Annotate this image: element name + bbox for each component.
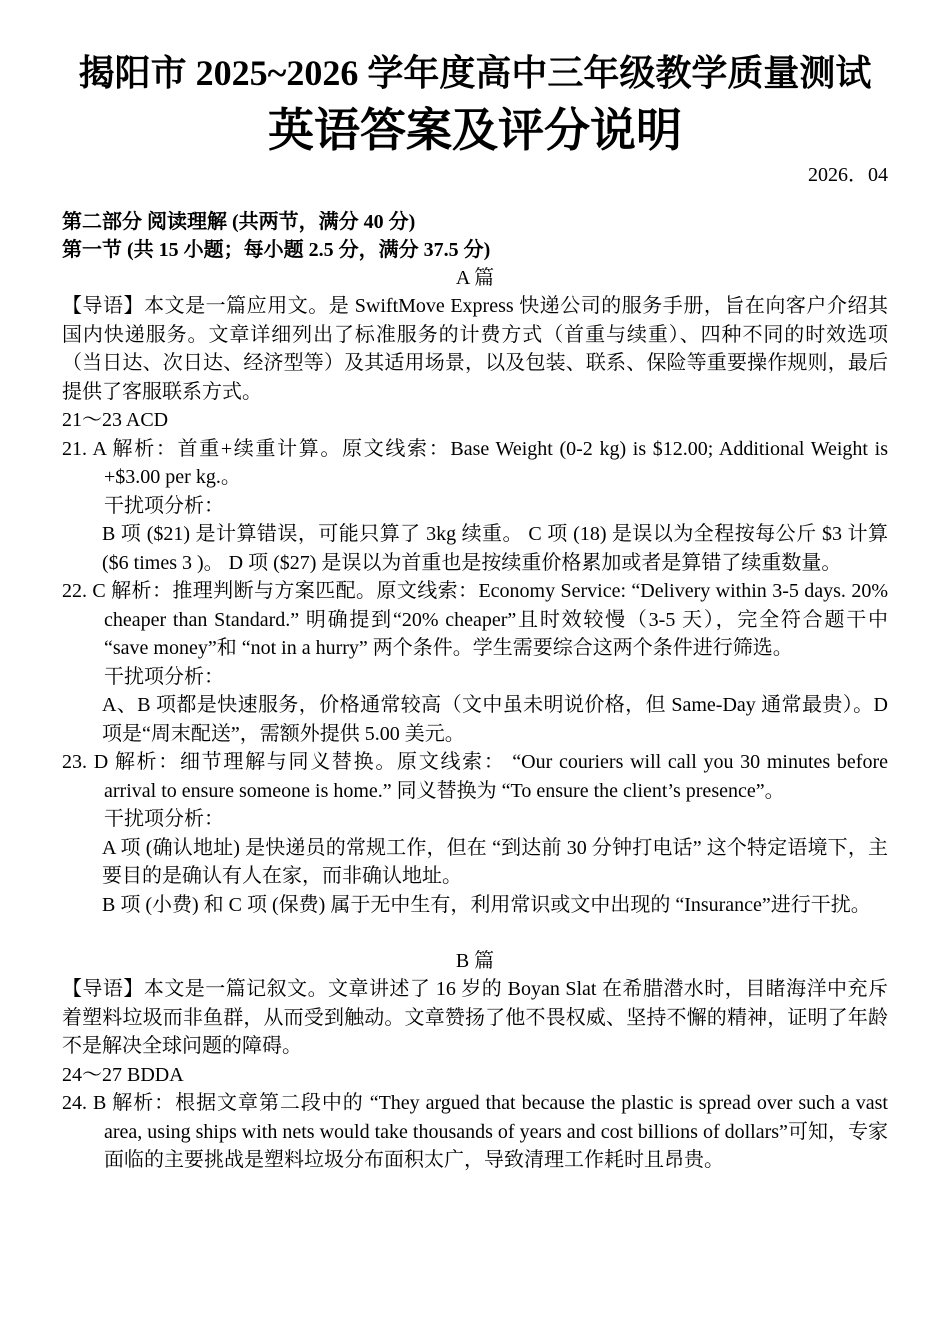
question-23-distractor-label: 干扰项分析： [104,808,224,830]
question-24-explanation: 24. B 解析：根据文章第二段中的 “They argued that because the plastic is spread over such a vast area, using ships with nets would take thousands of years and cost billions of dollars”可知，专家面临的主要挑战是塑料垃圾分布面积太广，导致清理工作耗时且昂贵。 [62,1092,888,1171]
answer-document [62,50,888,1175]
passage-a-intro: 【导语】本文是一篇应用文。是 SwiftMove Express 快递公司的服务手册，旨在向客户介绍其国内快递服务。文章详细列出了标准服务的计费方式（首重与续重）、四种不同的时效选项（当日达、次日达、经济型等）及其适用场景，以及包装、联系、保险等重要操作规则，最后提供了客服联系方式。 [62,295,888,403]
passage-a-answers: 21～23 ACD [62,409,169,431]
question-21-distractor-analysis: B 项 ($21) 是计算错误，可能只算了 3kg 续重。 C 项 (18) 是误以为全程按每公斤 $3 计算 ($6 times 3 )。 D 项 ($27) 是误以为首重也是按续重价格累加或者是算错了续重数量。 [102,523,888,574]
subsection-heading: 第一节 (共 15 小题；每小题 2.5 分，满分 37.5 分) [62,239,491,261]
document-subtitle: 英语答案及评分说明 [268,105,682,156]
part-heading: 第二部分 阅读理解 (共两节，满分 40 分) [62,211,416,233]
question-22-distractor-label: 干扰项分析： [104,665,224,688]
passage-b-intro: 【导语】本文是一篇记叙文。文章讲述了 16 岁的 Boyan Slat 在希腊潜水时，目睹海洋中充斥着塑料垃圾而非鱼群，从而受到触动。文章赞扬了他不畏权威、坚持不懈的精神，证明了年龄不是解决全球问题的障碍。 [62,978,888,1057]
section-spacer [62,919,888,947]
question-23-distractor-bc: B 项 (小费) 和 C 项 (保费) 属于无中生有，利用常识或文中出现的 “Insurance”进行干扰。 [102,893,871,916]
passage-b-label: B 篇 [455,950,495,972]
question-21-explanation: 21. A 解析：首重+续重计算。原文线索：Base Weight (0-2 kg) is $12.00; Additional Weight is +$3.00 per kg.。 [62,437,888,488]
question-22-distractor-analysis: A、B 项都是快速服务，价格通常较高（文中虽未明说价格，但 Same-Day 通常最贵）。D 项是“周末配送”，需额外提供 5.00 美元。 [102,694,888,745]
question-23-explanation: 23. D 解析：细节理解与同义替换。原文线索： “Our couriers will call you 30 minutes before arrival to ensure someone is home.” 同义替换为 “To ensure the client’s presence”。 [62,751,888,802]
document-date: 2026．04 [808,164,888,186]
document-title: 揭阳市 2025~2026 学年度高中三年级教学质量测试 [78,53,872,93]
passage-b-answers: 24～27 BDDA [62,1063,184,1086]
question-21-distractor-label: 干扰项分析： [104,494,224,517]
question-22-explanation: 22. C 解析：推理判断与方案匹配。原文线索：Economy Service: “Delivery within 3-5 days. 20% cheaper than Standard.” 明确提到“20% cheaper”且时效较慢（3-5 天），完全符合题干中 “save money”和 “not in a hurry” 两个条件。学生需要综合这两个条件进行筛选。 [62,580,888,659]
question-23-distractor-a: A 项 (确认地址) 是快递员的常规工作，但在 “到达前 30 分钟打电话” 这个特定语境下，主要目的是确认有人在家，而非确认地址。 [102,836,888,887]
passage-a-label: A 篇 [455,267,495,289]
